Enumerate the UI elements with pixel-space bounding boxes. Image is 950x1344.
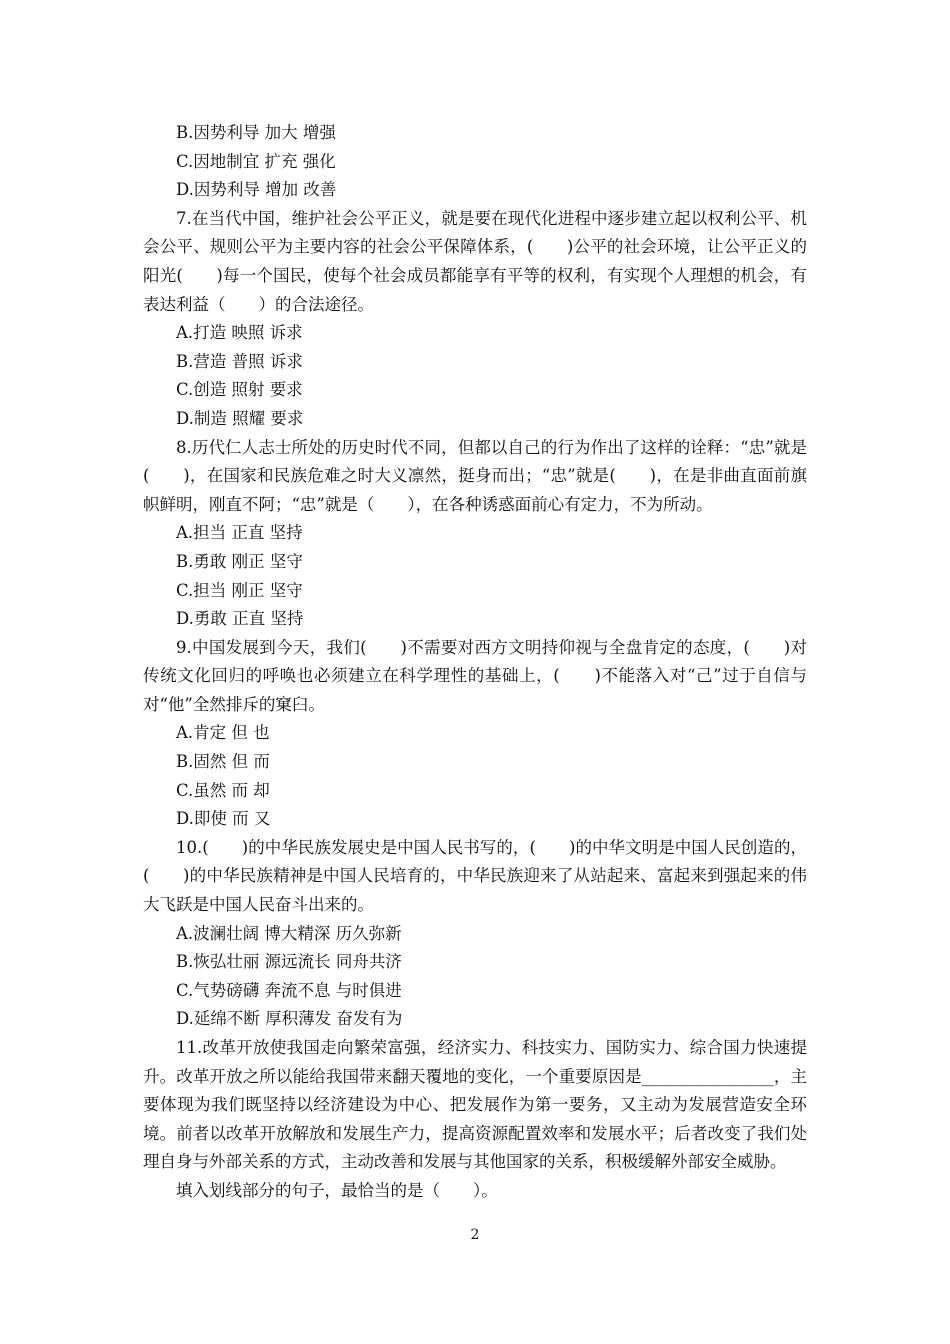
question-11-prompt: 填入划线部分的句子，最恰当的是（ ）。: [176, 1180, 498, 1200]
option-7b: B.营造 普照 诉求: [176, 351, 303, 371]
option-6d: D.因势利导 增加 改善: [176, 180, 337, 200]
option-10c: C.气势磅礴 奔流不息 与时俱进: [176, 980, 402, 1000]
question-8: 8.历代仁人志士所处的历史时代不同，但都以自己的行为作出了这样的诠释：“忠”就是( )，在国家和民族危难之时大义凛然，挺身而出；“忠”就是( )，在是非曲直面前旗帜鲜明，刚直不阿；“忠”就是（ ），在各种诱惑面前心有定力，不为所动。: [143, 437, 807, 514]
question-10: 10.( )的中华民族发展史是中国人民书写的，( )的中华文明是中国人民创造的，( )的中华民族精神是中国人民培育的，中华民族迎来了从站起来、富起来到强起来的伟大飞跃是中国人民奋斗出来的。: [143, 837, 807, 915]
option-8c: C.担当 刚正 坚守: [176, 580, 303, 600]
option-7d: D.制造 照耀 要求: [176, 408, 304, 428]
option-8a: A.担当 正直 坚持: [176, 523, 303, 543]
option-6b: B.因势利导 加大 增强: [176, 123, 336, 142]
option-10a: A.波澜壮阔 博大精深 历久弥新: [176, 923, 402, 943]
option-10d: D.延绵不断 厚积薄发 奋发有为: [176, 1009, 403, 1029]
question-9: 9.中国发展到今天，我们( )不需要对西方文明持仰视与全盘肯定的态度，( )对传统文化回归的呼唤也必须建立在科学理性的基础上，( )不能落入对“己”过于自信与对“他”全然排斥的窠臼。: [143, 637, 807, 714]
option-7a: A.打造 映照 诉求: [176, 323, 303, 343]
page-number: 2: [470, 1227, 480, 1243]
option-9d: D.即使 而 又: [176, 809, 271, 829]
option-9c: C.虽然 而 却: [176, 780, 270, 800]
option-8b: B.勇敢 刚正 坚守: [176, 551, 303, 571]
question-7: 7.在当代中国，维护社会公平正义，就是要在现代化进程中逐步建立起以权利公平、机会公平、规则公平为主要内容的社会公平保障体系，( )公平的社会环境，让公平正义的阳光( )每一个国民，使每个社会成员都能享有平等的权利，有实现个人理想的机会，有表达利益（ ）的合法途径。: [143, 208, 807, 314]
option-8d: D.勇敢 正直 坚持: [176, 609, 304, 629]
option-6c: C.因地制宜 扩充 强化: [176, 151, 336, 171]
document-body: [143, 119, 807, 1206]
option-9a: A.肯定 但 也: [176, 723, 270, 743]
option-7c: C.创造 照射 要求: [176, 380, 303, 400]
option-10b: B.恢弘壮丽 源远流长 同舟共济: [176, 952, 402, 972]
question-11: 11.改革开放使我国走向繁荣富强，经济实力、科技实力、国防实力、综合国力快速提升。改革开放之所以能给我国带来翻天覆地的变化，一个重要原因是________________，主要体现为我们既坚持以经济建设为中心、把发展作为第一要务，又主动为发展营造安全环境。前者以改革开放解放和发展生产力，提高资源配置效率和发展水平；后者改变了我们处理自身与外部关系的方式，主动改善和发展与其他国家的关系，积极缓解外部安全威胁。: [143, 1038, 807, 1172]
option-9b: B.固然 但 而: [176, 752, 270, 772]
